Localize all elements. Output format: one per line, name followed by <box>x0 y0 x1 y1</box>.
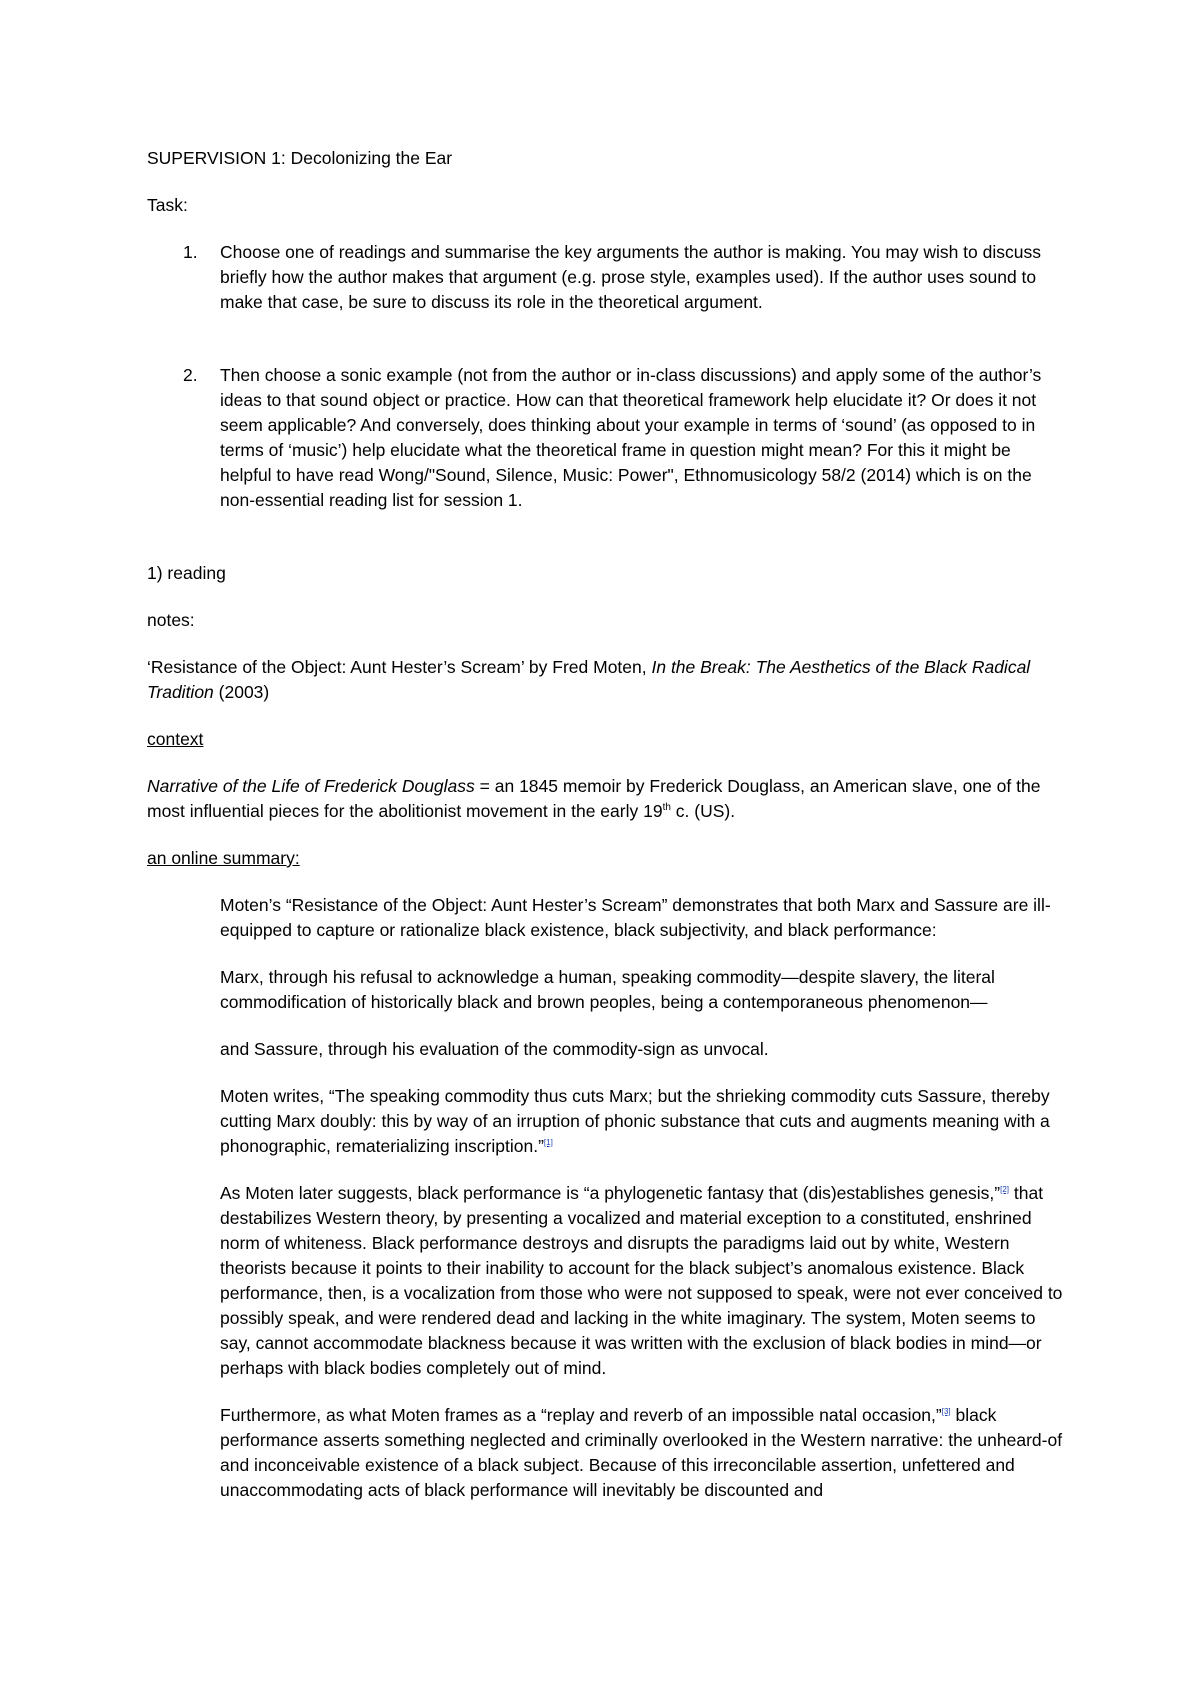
task-text: Choose one of readings and summarise the key arguments the author is making. You may wish to discuss briefly how the author makes that argument (e.g. prose style, examples used). If the author uses sound to make that case, be sure to discuss its role in the theoretical argument. <box>220 242 1041 312</box>
summary-paragraph-4-text: Moten writes, “The speaking commodity thus cuts Marx; but the shrieking commodity cuts Sassure, thereby cutting Marx doubly: this by way of an irruption of phonic substance that cuts and augments meaning with a phonographic, rematerializing inscription.” <box>220 1086 1050 1156</box>
context-text: = an 1845 memoir by Frederick Douglass, an American slave, one of the most influential pieces for the abolitionist movement in the early 19 <box>147 776 1041 821</box>
task-text: Then choose a sonic example (not from the author or in-class discussions) and apply some of the author’s ideas to that sound object or practice. How can that theoretical framework help elucidate it? Or does it not seem applicable? And conversely, does thinking about your example in terms of ‘sound’ (as opposed to in terms of ‘music’) help elucidate what the theoretical frame in question might mean? For this it might be helpful to have read Wong/"Sound, Silence, Music: Power", Ethnomusicology 58/2 (2014) which is on the non-essential reading list for session 1. <box>220 365 1042 510</box>
task-list <box>147 240 1067 513</box>
section-heading-reading: 1) reading <box>147 563 226 583</box>
task-number: 2. <box>183 365 198 385</box>
context-text-end: c. (US). <box>670 801 736 821</box>
summary-paragraph-5 <box>220 1181 1067 1381</box>
document-body <box>147 146 1067 1525</box>
context-paragraph <box>147 774 1067 824</box>
task-label: Task: <box>147 195 188 215</box>
context-work-title: Narrative of the Life of Frederick Douglass <box>147 776 475 796</box>
summary-heading: an online summary: <box>147 848 300 868</box>
summary-paragraph-3: and Sassure, through his evaluation of the commodity-sign as unvocal. <box>220 1039 769 1059</box>
footnote-link-1[interactable]: [1] <box>543 1138 553 1148</box>
footnote-link-2[interactable]: [2] <box>1000 1185 1010 1195</box>
summary-paragraph-2: Marx, through his refusal to acknowledge a human, speaking commodity—despite slavery, the literal commodification of historically black and brown peoples, being a contemporaneous phenomenon— <box>220 967 995 1012</box>
context-superscript: th <box>662 802 671 814</box>
citation-year: (2003) <box>213 682 270 702</box>
summary-paragraph-6-text: Furthermore, as what Moten frames as a “replay and reverb of an impossible natal occasion,” <box>220 1405 942 1425</box>
footnote-link-3[interactable]: [3] <box>941 1407 951 1417</box>
notes-label: notes: <box>147 610 195 630</box>
reading-citation <box>147 655 1067 705</box>
summary-paragraph-6 <box>220 1403 1067 1503</box>
task-item-2 <box>147 363 1067 513</box>
task-item-1 <box>147 240 1067 315</box>
summary-paragraph-1: Moten’s “Resistance of the Object: Aunt Hester’s Scream” demonstrates that both Marx and Sassure are ill-equipped to capture or rationalize black existence, black subjectivity, and black performance: <box>220 895 1051 940</box>
summary-block <box>147 893 1067 1503</box>
document-title: SUPERVISION 1: Decolonizing the Ear <box>147 148 453 168</box>
summary-paragraph-5-text: As Moten later suggests, black performance is “a phylogenetic fantasy that (dis)establishes genesis,” <box>220 1183 1001 1203</box>
task-number: 1. <box>183 242 198 262</box>
summary-paragraph-5-rest: that destabilizes Western theory, by presenting a vocalized and material exception to a constituted, enshrined norm of whiteness. Black performance destroys and disrupts the paradigms laid out by white, Western theorists because it points to their inability to account for the black subject’s anomalous existence. Black performance, then, is a vocalization from those who were not supposed to speak, were not ever conceived to possibly speak, and were rendered dead and lacking in the white imaginary. The system, Moten seems to say, cannot accommodate blackness because it was written with the exclusion of black bodies in mind—or perhaps with black bodies completely out of mind. <box>220 1183 1063 1378</box>
summary-paragraph-6-rest: black performance asserts something neglected and criminally overlooked in the Western narrative: the unheard-of and inconceivable existence of a black subject. Because of this irreconcilable assertion, unfettered and unaccommodating acts of black performance will inevitably be discounted and <box>220 1405 1063 1500</box>
citation-article: ‘Resistance of the Object: Aunt Hester’s Scream’ by Fred Moten, <box>147 657 652 677</box>
context-heading: context <box>147 729 204 749</box>
summary-paragraph-4 <box>220 1084 1067 1159</box>
citation-book-title: In the Break: The Aesthetics of the Black Radical Tradition <box>147 657 1031 702</box>
